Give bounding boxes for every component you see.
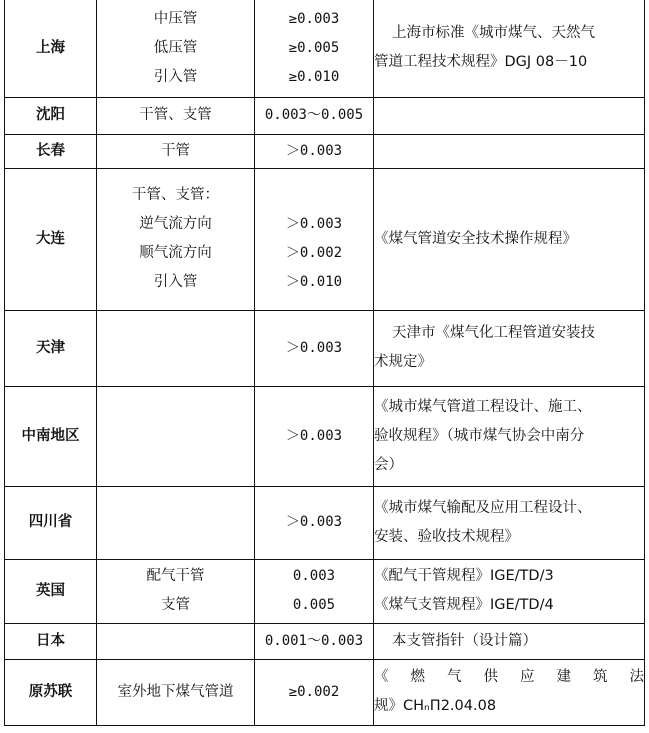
standard-cell bbox=[374, 134, 645, 168]
pipe-type-cell bbox=[97, 486, 255, 559]
table-row bbox=[5, 134, 645, 168]
slope-value: ≥0.003 bbox=[288, 10, 340, 27]
slope-cell: 0.003～0.005 bbox=[255, 97, 374, 134]
region-cell: 沈阳 bbox=[5, 97, 97, 134]
pipe-type: 干管、支管： bbox=[132, 187, 219, 203]
pipe-type: 引入管 bbox=[153, 274, 198, 290]
slope-value: ≥0.005 bbox=[288, 39, 340, 56]
slope-value: ＞0.010 bbox=[285, 274, 343, 290]
standard-text: 安装、验收技术规程》 bbox=[374, 528, 519, 545]
slope-cell bbox=[255, 559, 374, 623]
table-row bbox=[5, 623, 645, 659]
pipe-type-cell bbox=[97, 310, 255, 386]
region-cell: 上海 bbox=[5, 0, 97, 97]
pipe-type: 引入管 bbox=[153, 68, 198, 85]
slope-cell bbox=[255, 168, 374, 310]
region-cell: 四川省 bbox=[5, 486, 97, 559]
slope-value: ＞0.002 bbox=[285, 245, 343, 261]
pipe-type-cell bbox=[97, 386, 255, 486]
pipe-type-cell: 干管 bbox=[97, 134, 255, 168]
standard-text: 上海市标准《城市煤气、天然气 bbox=[392, 25, 595, 42]
pipe-type-cell: 干管、支管 bbox=[97, 97, 255, 134]
pipe-type: 低压管 bbox=[153, 39, 198, 56]
standard-cell bbox=[374, 623, 645, 659]
slope-value: ＞0.003 bbox=[285, 216, 343, 232]
standard-cell bbox=[374, 559, 645, 623]
region-cell: 英国 bbox=[5, 559, 97, 623]
standard-cell bbox=[374, 659, 645, 725]
standard-text: 验收规程》（城市煤气协会中南分 bbox=[374, 427, 585, 444]
region-cell: 天津 bbox=[5, 310, 97, 386]
table-row bbox=[5, 168, 645, 310]
slope-cell: ＞0.003 bbox=[255, 386, 374, 486]
region-cell: 长春 bbox=[5, 134, 97, 168]
standard-text: 《城市煤气输配及应用工程设计、 bbox=[374, 499, 592, 516]
slope-cell: ＞0.003 bbox=[255, 310, 374, 386]
standard-text: 本支管指针（设计篇） bbox=[392, 632, 537, 649]
pipe-type: 顺气流方向 bbox=[139, 245, 212, 261]
table-row bbox=[5, 659, 645, 725]
pipe-type-cell bbox=[97, 168, 255, 310]
slope-cell: 0.001～0.003 bbox=[255, 623, 374, 659]
pipe-type-cell: 室外地下煤气管道 bbox=[97, 659, 255, 725]
slope-cell: ＞0.003 bbox=[255, 134, 374, 168]
standard-cell bbox=[374, 0, 645, 97]
standard-text: 管道工程技术规程》DGJ 08－10 bbox=[374, 54, 588, 71]
pipe-type: 配气干管 bbox=[146, 568, 205, 584]
standard-text: 《煤气管道安全技术操作规程》 bbox=[374, 230, 577, 247]
standard-text: 规》CHₙП2.04.08 bbox=[374, 698, 497, 714]
standard-text: 《煤气支管规程》IGE/TD/4 bbox=[374, 597, 554, 613]
slope-value: 0.003 bbox=[292, 568, 336, 584]
slope-cell bbox=[255, 0, 374, 97]
table-row bbox=[5, 97, 645, 134]
standard-text: 《配气干管规程》IGE/TD/3 bbox=[374, 568, 554, 584]
region-cell: 日本 bbox=[5, 623, 97, 659]
pipe-type: 逆气流方向 bbox=[139, 216, 212, 232]
pipe-type: 支管 bbox=[161, 597, 190, 613]
pipe-type: 中压管 bbox=[153, 10, 198, 27]
region-cell: 大连 bbox=[5, 168, 97, 310]
standard-cell bbox=[374, 310, 645, 386]
pipe-type-cell bbox=[97, 559, 255, 623]
slope-cell: ＞0.003 bbox=[255, 486, 374, 559]
standard-cell bbox=[374, 97, 645, 134]
pipe-type-cell bbox=[97, 623, 255, 659]
table-row bbox=[5, 486, 645, 559]
table-row bbox=[5, 559, 645, 623]
standard-text: 术规定》 bbox=[374, 354, 432, 370]
region-cell: 中南地区 bbox=[5, 386, 97, 486]
table-row bbox=[5, 310, 645, 386]
slope-value: ≥0.010 bbox=[288, 68, 340, 85]
standard-text: 会） bbox=[374, 456, 403, 473]
standard-cell bbox=[374, 168, 645, 310]
slope-cell: ≥0.002 bbox=[255, 659, 374, 725]
region-cell: 原苏联 bbox=[5, 659, 97, 725]
standard-cell bbox=[374, 386, 645, 486]
standard-text: 《燃气供应建筑法 bbox=[374, 669, 644, 685]
standard-cell bbox=[374, 486, 645, 559]
pipe-type-cell bbox=[97, 0, 255, 97]
slope-value bbox=[255, 181, 373, 210]
standard-text: 天津市《煤气化工程管道安装技 bbox=[392, 325, 595, 341]
slope-value: 0.005 bbox=[292, 597, 336, 613]
standard-text: 《城市煤气管道工程设计、施工、 bbox=[374, 398, 592, 415]
table-row bbox=[5, 386, 645, 486]
gas-pipe-slope-table bbox=[4, 0, 645, 726]
table-row bbox=[5, 0, 645, 97]
